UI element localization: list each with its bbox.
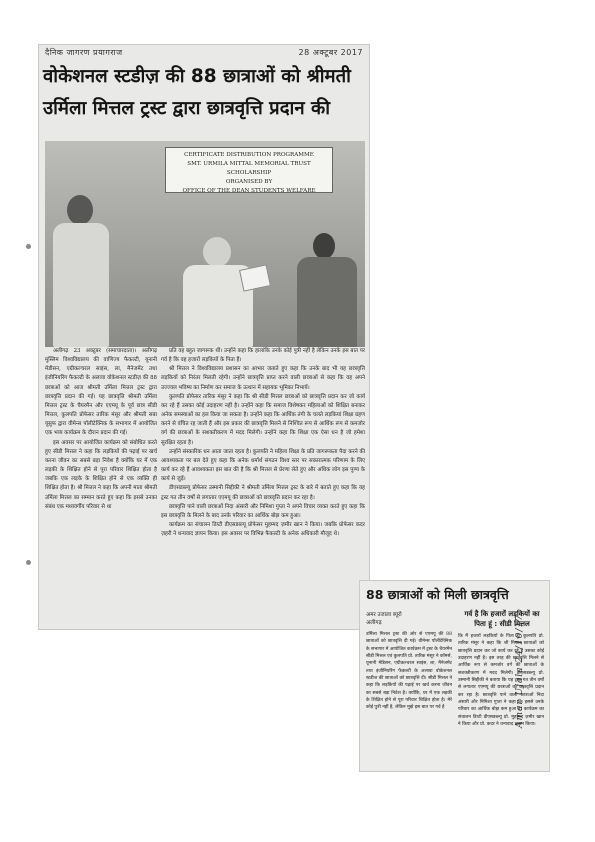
newspaper-clipping-dainik [38, 44, 370, 630]
article-paragraph: कि मैं हजारों लड़कियों के पिता हूं। कुलपति प्रो. तारिक मंसूर ने कहा कि श्री मित्तल छात्राओं को छात्रवृत्ति प्रदान कर जो कार्य कर रहे हैं उसका कोई उदाहरण नहीं है। इस तरह की छात्रवृत्ति मिलने से आर्थिक रूप से कमजोर वर्ग की छात्राओं के सशक्तीकरण में मदद मिलेगी। डीएसडब्ल्यू प्रो. उस्मानी सिद्दीकी ने बताया कि यह ट्रस्ट गत तीन वर्षों से लगातार एएमयू की छात्राओं को छात्रवृत्ति प्रदान कर रहा है। छात्रवृत्ति पाने वाली छात्राओं निदा अंसारी और निमिशा गुप्ता ने कहा कि इससे उनके परिवार का आर्थिक बोझ कम हुआ है। कार्यक्रम का संचालन डिप्टी डीएसडब्ल्यू प्रो. मुहम्मद ज़मीर खान ने किया और प्रो. कदर ने धन्यवाद ज्ञापन किया। [458, 634, 544, 728]
article-paragraph: अलीगढ़ 23 अक्टूबर (समाचारदाता)। अलीगढ़ मुस्लिम विश्वविद्यालय की वाणिज्य फैकल्टी, यूनानी मेडीसन, एग्रीकल्चरल साइंस, ला, मैनेजमेंट तथा इंजीनियरिंग फैकल्टी के अलावा वोकेशनल स्टडीज़ की 88 छात्राओं को आज श्रीमती उर्मिला मित्तल ट्रस्ट द्वारा छात्रवृत्ति प्रदान की गई। यह छात्रवृत्ति श्रीमती उर्मिला मित्तल ट्रस्ट के चैयरमैन और एएमयू के पूर्व छात्र सीडी मित्तल, कुलपति प्रोफेसर तारिक मंसूर और श्रीमती सबा यूसुफ द्वारा वीमेन्स पॉलीटेक्निक के सभागार में आयोजित एक भव्य कार्यक्रम के दौरान प्रदान की गई। [45, 348, 157, 437]
clipping2-column-1 [366, 631, 452, 767]
scan-punch-hole [26, 244, 31, 249]
headline-line-1: वोकेशनल स्टडीज़ की 88 छात्राओं को श्रीमती [43, 66, 351, 87]
banner-line-2: SMT. URMILA MITTAL MEMORIAL TRUST SCHOLARSHIP [187, 161, 311, 176]
masthead-date: 28 अक्टूबर 2017 [298, 48, 363, 57]
clipping2-byline [366, 611, 402, 627]
scan-punch-hole [26, 560, 31, 565]
headline-line-2: उर्मिला मित्तल ट्रस्ट द्वारा छात्रवृत्ति प्रदान की [43, 98, 331, 119]
masthead [45, 47, 363, 59]
article-column-1 [45, 347, 157, 625]
banner-line-1: CERTIFICATE DISTRIBUTION PROGRAMME [184, 152, 314, 158]
byline-city: अलीगढ़ [366, 620, 382, 626]
article-column-2 [161, 347, 365, 625]
person-right-body [297, 257, 357, 347]
article-paragraph: प्रति वह बहुत जागरूक थीं। उन्होंने कहा कि हालांकि उनके कोई पुत्री नहीं है लेकिन उनके इस बात पर गर्व है कि वह हजारों लड़कियों के पिता हैं। [161, 348, 365, 364]
article-paragraph: डीएसडब्ल्यू प्रोफेसर उस्मानी सिद्दीकी ने श्रीमती उर्मिला मित्तल ट्रस्ट के बारे में बताते हुए कहा कि यह ट्रस्ट गत तीन वर्षों से लगातार एएमयू की छात्राओं को छात्रवृत्ति प्रदान कर रहा है। [161, 485, 365, 501]
article-paragraph: कुलपति प्रोफेसर तारिक मंसूर ने कहा कि श्री सीडी मित्तल छात्राओं को छात्रवृत्ति प्रदान कर जो कार्य कर रहे हैं उसका कोई उदाहरण नहीं है। उन्होंने कहा कि समाज विशेषकर महिलाओं को शिक्षित बनाकर अनेक समस्याओं का हल किया जा सकता है। उन्होंने कहा कि आर्थिक तंगी के चलते लड़कियां शिक्षा ग्रहण करने से वंचित रह जाती हैं और इस प्रकार की छात्रवृत्ति मिलने से निश्चित रूप से आर्थिक रूप से कमजोर वर्ग की छात्राओं के सशक्तीकरण में मदद मिलेगी। उन्होंने कहा कि शिक्षा एक ऐसा धन है जो हमेशा सुरक्षित रहता है। [161, 393, 365, 446]
event-banner [165, 147, 333, 193]
clipping2-subheading: गर्व है कि हजारों लड़कियों का पिता हूं : सीडी मित्तल [464, 610, 540, 628]
handwritten-note: Amar Ujala 24/10/17 [515, 614, 525, 728]
person-left-head [67, 195, 93, 225]
article-paragraph: छात्रवृत्ति पाने वाली छात्राओं निदा अंसारी और निमिशा गुप्ता ने अपने विचार व्यक्त करते हुए कहा कि इस छात्रवृत्ति के मिलने के बाद उनके परिवार का आर्थिक बोझ कम हुआ। [161, 503, 365, 519]
person-right-head [313, 233, 335, 259]
headline [43, 61, 365, 125]
article-paragraph: इस अवसर पर आयोजित कार्यक्रम को संबोधित करते हुए सीडी मित्तल ने कहा कि लड़कियों की पढ़ाई पर खर्च करना जीवन का सबसे बड़ा निवेश है क्योंकि घर में एक लड़की के शिक्षित होने से पूरा परिवार शिक्षित होता है जबकि एक लड़के के शिक्षित होने से एक व्यक्ति ही शिक्षित होता है। श्री मित्तल ने कहा कि अपनी माता श्रीमती उर्मिला मित्तल का सम्मान करते हुए कहा कि इससे उनका संबंध एक मध्यवर्गीय परिवार से था [45, 439, 157, 510]
masthead-paper-name: दैनिक जागरण प्रयागराज [45, 48, 123, 57]
article-paragraph: उन्होंने संस्कारिक धन आता जाता रहता है। कुलपति ने महिला शिक्षा के प्रति जागरूकता पैदा करने की आवश्यकता पर बल देते हुए कहा कि अनेक धर्मार्थ संगठन विश्व स्तर पर सकारात्मक परिणाम के लिए कार्य कर रहे हैं आवश्यकता इस बात की है कि श्री मित्तल से प्रेरणा लेते हुए और अधिक लोग इस पुण्य के कार्य से जुड़ें। [161, 448, 365, 483]
banner-line-4: OFFICE OF THE DEAN STUDENTS WELFARE [182, 188, 316, 194]
person-left-body [53, 223, 109, 347]
person-center-head [203, 237, 231, 267]
byline-agency: अमर उजाला ब्यूरो [366, 612, 402, 618]
event-photo [45, 141, 365, 347]
article-paragraph: श्री मित्तल ने विश्वविद्यालय प्रशासन का आभार जताते हुए कहा कि उनके बाद भी यह छात्रवृत्ति लड़कियों को निरंतर मिलती रहेगी। उन्होंने छात्रवृत्ति प्राप्त करने वाली छात्राओं से कहा कि वह अपने उज्ज्वल भविष्य का निर्माण कर समाज के उत्थान में सहायक भूमिका निभायें। [161, 366, 365, 391]
banner-line-3: ORGANISED BY [225, 179, 273, 185]
article-paragraph: उर्मिला मित्तल ट्रस्ट की ओर से एएमयू की 88 छात्राओं को छात्रवृत्ति दी गई। वीमेन्स पॉलीटेक्निक के सभागार में आयोजित कार्यक्रम में ट्रस्ट के चैयरमैन सीडी मित्तल एवं कुलपति प्रो. तारिक मंसूर ने कॉमर्स, यूनानी मेडिसन, एग्रीकल्चरल साइंस, ला, मैनेजमेंट तथा इंजीनियरिंग फैकल्टी के अलावा वोकेशनल स्टडीज की छात्राओं को छात्रवृत्ति दी। सीडी मित्तल ने कहा कि लड़कियों की पढ़ाई पर खर्च करना जीवन का सबसे बड़ा निवेश है। क्योंकि, घर में एक लड़की के शिक्षित होने से पूरा परिवार शिक्षित होता है। मेरे कोई पुत्री नहीं है, लेकिन मुझे इस बात पर गर्व है [366, 632, 452, 711]
clipping2-headline: 88 छात्राओं को मिली छात्रवृत्ति [366, 587, 509, 602]
article-paragraph: कार्यक्रम का संचालन डिप्टी डीएसडब्ल्यू प्रोफेसर मुहम्मद ज़मीर खान ने किया। जबकि प्रोफेसर कदर ज़हरी ने धन्यवाद ज्ञापन किया। इस अवसर पर विभिन्न फैकल्टी के अनेक अधिकारी मौजूद थे। [161, 521, 365, 538]
